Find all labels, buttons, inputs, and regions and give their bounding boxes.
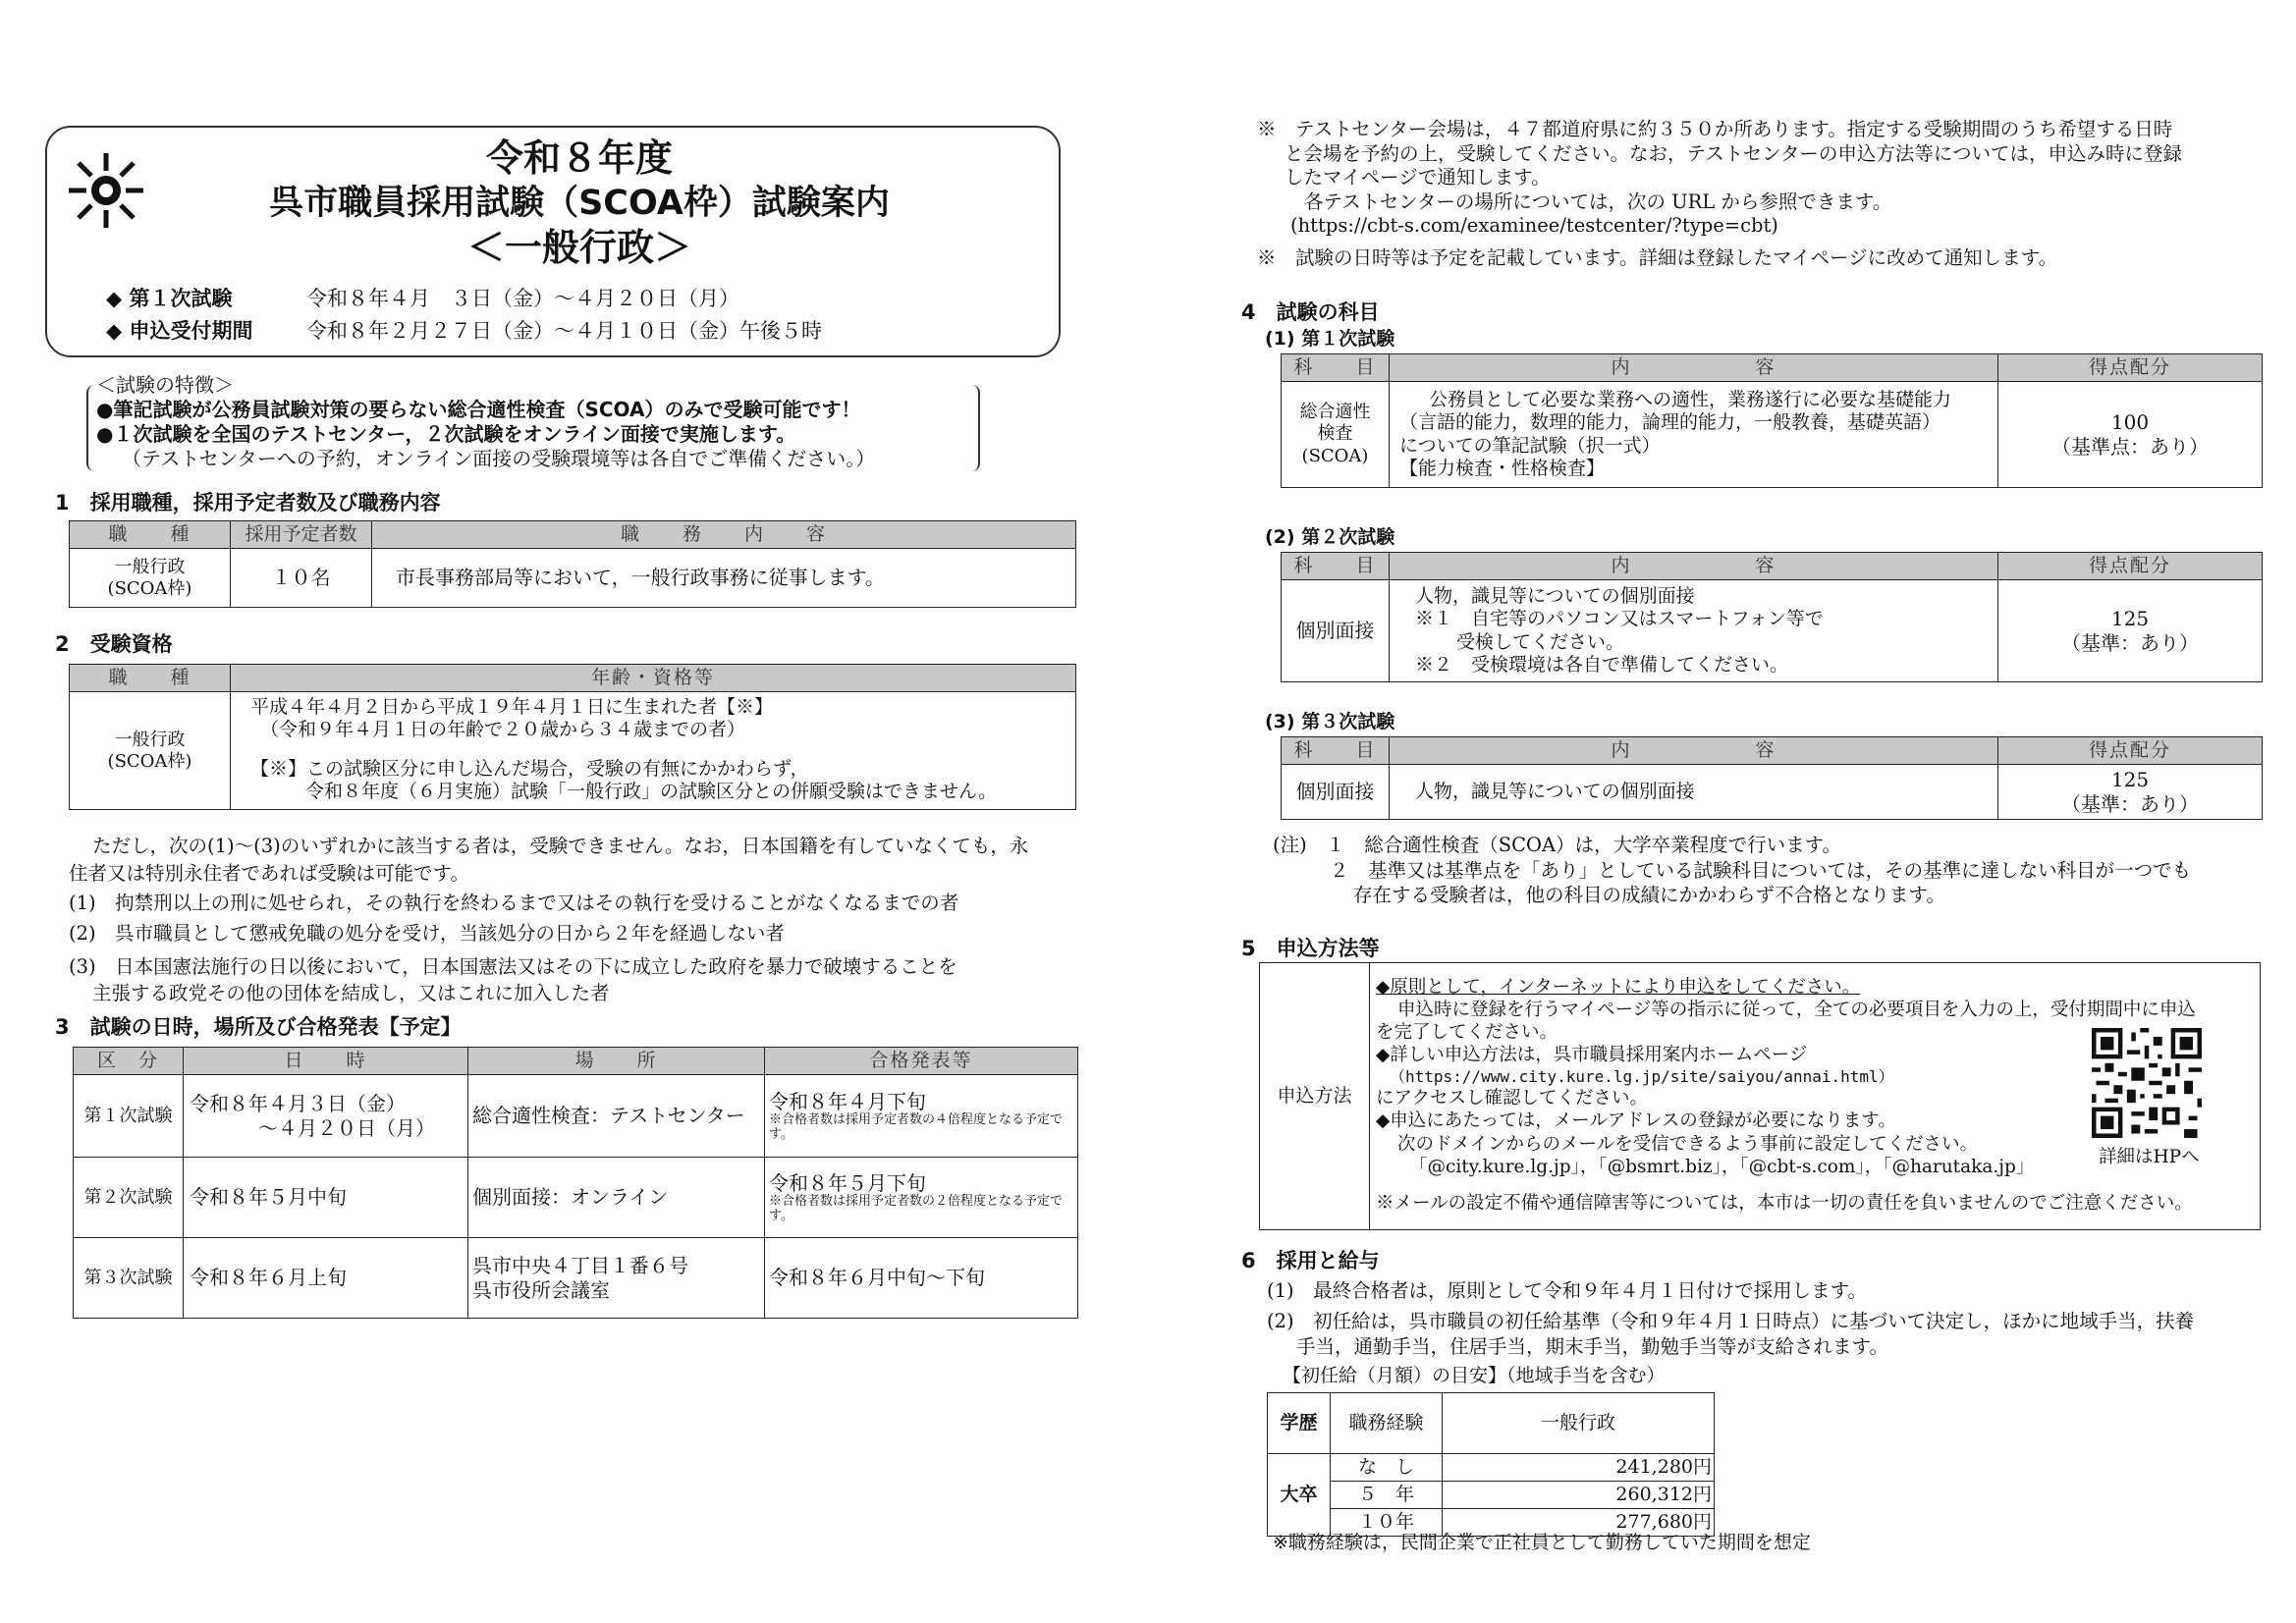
note-line: ２ 基準又は基準点を「あり」としている試験科目については，その基準に達しない科目が一つでも <box>1330 858 2192 882</box>
note-line: ただし，次の(1)～(3)のいずれかに該当する者は，受験できません。なお，日本国籍を有していなくても，永 <box>92 835 1029 857</box>
content-line: についての筆記試験（択一式） <box>1399 434 1661 457</box>
stage2-label: (2) 第２次試験 <box>1265 526 1395 548</box>
exam-date: 令和８年５月中旬 <box>184 1158 468 1238</box>
application-table <box>1259 962 2261 1230</box>
col-header: 得点配分 <box>1998 737 2263 765</box>
note-line: 手当，通勤手当，住居手当，期末手当，勤勉手当等が支給されます。 <box>1296 1334 1888 1358</box>
features-heading: ＜試験の特徴＞ <box>96 373 234 397</box>
qr-code-icon <box>2092 1028 2202 1138</box>
col-header: 日 時 <box>184 1048 468 1075</box>
note-line: 主張する政党その他の団体を結成し，又はこれに加入した者 <box>92 982 610 1005</box>
salary-table <box>1267 1392 1715 1537</box>
salary-amount: 277,680円 <box>1443 1509 1715 1537</box>
table-row <box>1268 1454 1715 1482</box>
content-line: （言語的能力，数理的能力，論理的能力，一般教養，基礎英語） <box>1399 411 1941 434</box>
salary-amount: 260,312円 <box>1443 1482 1715 1509</box>
section2-heading: 2 受験資格 <box>55 632 173 656</box>
subject-name: 個別面接 <box>1282 765 1390 820</box>
title-category: ＜一般行政＞ <box>466 226 691 270</box>
qualification-cell <box>231 692 1076 810</box>
qualification-line: （令和９年４月１日の年齢で２０歳から３４歳までの者） <box>260 719 746 741</box>
col-header: 一般行政 <box>1443 1393 1715 1454</box>
col-header: 職務経験 <box>1331 1393 1443 1454</box>
application-label: 申込方法 <box>1260 963 1370 1230</box>
section3-heading: 3 試験の日時，場所及び合格発表【予定】 <box>55 1015 462 1039</box>
col-header: 内 容 <box>1390 737 1998 765</box>
content-line: 受検してください。 <box>1456 630 1625 653</box>
homepage-url: （https://www.city.kure.lg.jp/site/saiyou/annai.html） <box>1390 1066 1894 1086</box>
job-name: 一般行政 <box>114 729 186 750</box>
note-line: したマイページで通知します。 <box>1285 166 1551 189</box>
score-criteria: （基準：あり） <box>2061 630 2199 655</box>
application-line: 次のドメインからのメールを受信できるよう事前に設定してください。 <box>1397 1133 1979 1155</box>
col-header: 合格発表等 <box>765 1048 1078 1075</box>
exam-stage: 第２次試験 <box>74 1158 184 1238</box>
exam-place: 総合適性検査：テストセンター <box>468 1075 765 1158</box>
qualification-line: 【※】この試験区分に申し込んだ場合，受験の有無にかかわらず， <box>250 757 809 780</box>
stage2-table <box>1281 552 2263 682</box>
note-line: と会場を予約の上，受験してください。なお，テストセンターの申込方法等については，申込み時に登録 <box>1285 141 2182 165</box>
note-line: (1) 拘禁刑以上の刑に処せられ，その執行を終わるまで又はその執行を受けることがなくなるまでの者 <box>69 892 959 915</box>
header-titles <box>236 135 923 272</box>
col-header: 採用予定者数 <box>231 521 372 549</box>
schedule-label: ◆ 申込受付期間 <box>106 318 253 343</box>
application-line: ◆詳しい申込方法は，呉市職員採用案内ホームページ <box>1376 1045 1808 1066</box>
col-header: 得点配分 <box>1998 553 2263 580</box>
application-line: ◆申込にあたっては，メールアドレスの登録が必要になります。 <box>1376 1110 1896 1132</box>
table-row <box>70 692 1076 810</box>
job-sub: (SCOA枠) <box>107 750 192 772</box>
work-experience: ５ 年 <box>1331 1482 1443 1509</box>
education-level: 大卒 <box>1268 1454 1331 1537</box>
table-row <box>70 549 1076 608</box>
subject-notes <box>1273 833 2191 908</box>
result-date: 令和８年５月下旬 <box>769 1171 926 1195</box>
exam-date: ～４月２０日（月） <box>258 1115 435 1140</box>
stage3-table <box>1281 736 2263 820</box>
subject-name: 検査 <box>1317 423 1353 445</box>
title-year: 令和８年度 <box>485 136 673 180</box>
col-header: 区 分 <box>74 1048 184 1075</box>
col-header: 内 容 <box>1390 553 1998 580</box>
content-line: ※１ 自宅等のパソコン又はスマートフォン等で <box>1415 608 1824 630</box>
testcenter-notes <box>1257 118 2269 270</box>
col-header: 得点配分 <box>1998 354 2263 382</box>
score-criteria: （基準点：あり） <box>2051 434 2209 459</box>
job-description: 市長事務部局等において，一般行政事務に従事します。 <box>372 549 1076 608</box>
stage1-table <box>1281 353 2263 488</box>
col-header: 職 種 <box>70 521 231 549</box>
application-line: 申込時に登録を行うマイページ等の指示に従って，全ての必要項目を入力の上，受付期間中に申込 <box>1397 999 2196 1020</box>
schedule-value: 令和８年２月２７日（金）～４月１０日（金）午後５時 <box>306 318 822 343</box>
salary-footnote: ※職務経験は，民間企業で正社員として勤務していた期間を想定 <box>1273 1532 1811 1553</box>
subject-name: (SCOA) <box>1301 445 1369 466</box>
schedule-value: 令和８年４月 ３日（金）～４月２０日（月） <box>306 287 739 310</box>
exam-place: 呉市役所会議室 <box>472 1277 610 1302</box>
col-header: 職 務 内 容 <box>372 521 1076 549</box>
feature-item: （テストセンターへの予約，オンライン面接の受験環境等は各自でご準備ください。） <box>122 447 876 470</box>
result-note: ※合格者数は採用予定者数の４倍程度となる予定です。 <box>769 1112 1064 1142</box>
result-date: 令和８年６月中旬～下旬 <box>765 1238 1078 1319</box>
exam-date: 令和８年４月３日（金） <box>190 1092 406 1116</box>
schedule-list <box>106 283 822 347</box>
salary-title: 【初任給（月額）の目安】（地域手当を含む） <box>1283 1365 1666 1386</box>
content-line: 人物，識見等についての個別面接 <box>1415 585 1695 608</box>
col-header: 職 種 <box>70 665 231 692</box>
application-line: ※メールの設定不備や通信障害等については，本市は一切の責任を負いませんのでご注意ください。 <box>1376 1193 2193 1215</box>
exam-place: 呉市中央４丁目１番６号 <box>472 1254 688 1278</box>
subject-name: 個別面接 <box>1282 580 1390 682</box>
col-header: 科 目 <box>1282 737 1390 765</box>
result-note: ※合格者数は採用予定者数の２倍程度となる予定です。 <box>769 1194 1064 1223</box>
section2-table <box>69 664 1076 810</box>
application-line: ◆原則として，インターネットにより申込をしてください。 <box>1376 976 1861 998</box>
employment-notes <box>1267 1278 2194 1359</box>
note-line: ※ 試験の日時等は予定を記載しています。詳細は登録したマイページに改めて通知します。 <box>1257 245 2058 269</box>
application-line: にアクセスし確認してください。 <box>1376 1087 1648 1109</box>
section6-heading: 6 採用と給与 <box>1241 1249 1380 1272</box>
note-line: 存在する受験者は，他の科目の成績にかかわらず不合格となります。 <box>1353 884 1945 907</box>
exam-stage: 第１次試験 <box>74 1075 184 1158</box>
table-row <box>1282 580 2263 682</box>
work-experience: な し <box>1331 1454 1443 1482</box>
title-main: 呉市職員採用試験（SCOA枠）試験案内 <box>269 183 890 223</box>
section3-table <box>73 1047 1078 1319</box>
table-row <box>74 1158 1078 1238</box>
stage3-label: (3) 第３次試験 <box>1265 711 1395 732</box>
salary-amount: 241,280円 <box>1443 1454 1715 1482</box>
city-logo-icon <box>65 149 147 232</box>
score: 125 <box>2110 768 2150 792</box>
table-row <box>1260 963 2261 1230</box>
job-name: 一般行政 <box>114 556 186 577</box>
note-line: (注) １ 総合適性検査（SCOA）は，大学卒業程度で行います。 <box>1273 834 1842 856</box>
table-row <box>74 1238 1078 1319</box>
qualification-line: 令和８年度（６月実施）試験「一般行政」の試験区分との併願受験はできません。 <box>305 780 998 802</box>
email-domains: 「@city.kure.lg.jp」，「@bsmrt.biz」，「@cbt-s.com」，「@harutaka.jp」 <box>1409 1156 2035 1177</box>
section4-heading: 4 試験の科目 <box>1241 300 1380 324</box>
table-row <box>74 1075 1078 1158</box>
col-header: 年齢・資格等 <box>231 665 1076 692</box>
features-block <box>96 373 875 471</box>
job-sub: (SCOA枠) <box>107 577 192 599</box>
note-line: (3) 日本国憲法施行の日以後において，日本国憲法又はその下に成立した政府を暴力で破壊することを <box>69 954 957 978</box>
result-date: 令和８年４月下旬 <box>769 1090 926 1113</box>
feature-item: ●１次試験を全国のテストセンター，２次試験をオンライン面接で実施します。 <box>96 422 796 446</box>
testcenter-url: (https://cbt-s.com/examinee/testcenter/?type=cbt) <box>1290 214 1778 238</box>
note-line: (1) 最終合格者は，原則として令和９年４月１日付けで採用します。 <box>1267 1279 1868 1302</box>
exam-date: 令和８年６月上旬 <box>184 1238 468 1319</box>
table-row <box>1282 765 2263 820</box>
subject-name: 総合適性 <box>1299 401 1371 422</box>
col-header: 科 目 <box>1282 354 1390 382</box>
section1-heading: 1 採用職種，採用予定者数及び職務内容 <box>55 491 441 514</box>
eligibility-notes <box>69 833 1080 1007</box>
note-line: (2) 初任給は，呉市職員の初任給基準（令和９年４月１日時点）に基づいて決定し，ほかに地域手当，扶養 <box>1267 1310 2195 1333</box>
exam-place: 個別面接：オンライン <box>468 1158 765 1238</box>
col-header: 場 所 <box>468 1048 765 1075</box>
section5-heading: 5 申込方法等 <box>1241 937 1380 960</box>
qr-caption: 詳細はHPへ <box>2099 1147 2200 1167</box>
col-header: 内 容 <box>1390 354 1998 382</box>
col-header: 科 目 <box>1282 553 1390 580</box>
table-row <box>1282 382 2263 488</box>
stage1-label: (1) 第１次試験 <box>1265 328 1395 350</box>
content-line: 公務員として必要な業務への適性，業務遂行に必要な基礎能力 <box>1429 389 1952 411</box>
score: 125 <box>2110 607 2150 631</box>
note-line: (2) 呉市職員として懲戒免職の処分を受け，当該処分の日から２年を経過しない者 <box>69 922 785 946</box>
content-line: 人物，識見等についての個別面接 <box>1390 765 1998 820</box>
qualification-line: 平成４年４月２日から平成１９年４月１日に生まれた者【※】 <box>250 696 774 719</box>
content-line: 【能力検査・性格検査】 <box>1399 457 1606 479</box>
headcount: １０名 <box>231 549 372 608</box>
work-experience: １０年 <box>1331 1509 1443 1537</box>
table-row <box>1268 1482 1715 1509</box>
score-criteria: （基準：あり） <box>2061 791 2199 816</box>
exam-stage: 第３次試験 <box>74 1238 184 1319</box>
feature-item: ●筆記試験が公務員試験対策の要らない総合適性検査（SCOA）のみで受験可能です！ <box>96 398 861 421</box>
note-line: 各テストセンターの場所については，次の URL から参照できます。 <box>1304 189 1892 213</box>
section1-table <box>69 520 1076 608</box>
col-header: 学歴 <box>1268 1393 1331 1454</box>
note-line: ※ テストセンター会場は，４７都道府県に約３５０か所あります。指定する受験期間のうち希望する日時 <box>1257 118 2173 140</box>
application-line: を完了してください。 <box>1376 1022 1558 1044</box>
note-line: 住者又は特別永住者であれば受験は可能です。 <box>69 861 469 885</box>
content-line: ※２ 受検環境は各自で準備してください。 <box>1415 653 1789 676</box>
schedule-label: ◆ 第１次試験 <box>106 287 233 310</box>
score: 100 <box>2110 410 2150 435</box>
